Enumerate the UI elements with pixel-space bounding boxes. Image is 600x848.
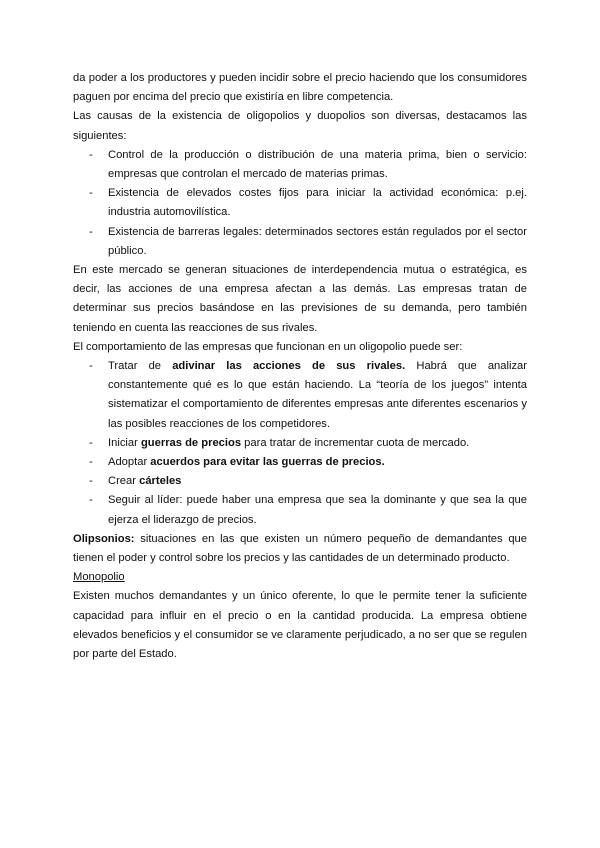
bullet-dash: - [89, 148, 93, 161]
list-item: - Tratar de adivinar las acciones de sus rivales. Habrá que analizar constantemente qué es lo que están haciendo. La “teoría de los juegos” intenta sistematizar el comportamiento de diferentes empresas ante diferentes escenarios y las posibles reacciones de los competidores. [73, 357, 527, 434]
list-item: - Control de la producción o distribución de una materia prima, bien o servicio: empresas que controlan el mercado de materias primas. [73, 146, 527, 184]
list-item: - Existencia de elevados costes fijos para iniciar la actividad económica: p.ej. industria automovilística. [73, 184, 527, 222]
paragraph-behavior-intro: El comportamiento de las empresas que funcionan en un oligopolio puede ser: [73, 340, 463, 353]
causes-list [73, 146, 527, 261]
bullet-dash: - [89, 187, 93, 200]
section-heading-monopolio: Monopolio [73, 571, 125, 584]
paragraph-olipsonios: Olipsonios: situaciones en las que existen un número pequeño de demandantes que tienen el poder y control sobre los precios y las cantidades de un determinado producto. [73, 532, 527, 565]
paragraph-monopolio: Existen muchos demandantes y un único oferente, lo que le permite tener la suficiente capacidad para influir en el precio o en la cantidad producida. La empresa obtiene elevados beneficios y el consumidor se ve claramente perjudicado, a no ser que se regulen por parte del Estado. [73, 590, 527, 661]
paragraph-interdependence: En este mercado se generan situaciones de interdependencia mutua o estratégica, es decir, las acciones de una empresa afectan a las demás. Las empresas tratan de determinar sus precios basándose en las previsiones de su demanda, pero también teniendo en cuenta las reacciones de sus rivales. [73, 264, 527, 334]
bullet-dash: - [89, 494, 93, 507]
bold-text: adivinar las acciones de sus rivales. [172, 360, 406, 373]
bullet-dash: - [89, 436, 93, 449]
paragraph-intro: da poder a los productores y pueden incidir sobre el precio haciendo que los consumidores paguen por encima del precio que existiría en libre competencia. [73, 72, 527, 104]
term-olipsonios: Olipsonios: [73, 532, 135, 545]
bullet-dash: - [89, 475, 93, 488]
bold-text: acuerdos para evitar las guerras de precios. [150, 456, 385, 469]
bullet-dash: - [89, 360, 93, 373]
bullet-dash: - [89, 225, 93, 238]
list-item: - Seguir al líder: puede haber una empresa que sea la dominante y que sea la que ejerza el liderazgo de precios. [73, 491, 527, 529]
paragraph-causes-intro: Las causas de la existencia de oligopolios y duopolios son diversas, destacamos las siguientes: [73, 110, 527, 142]
list-item: - Existencia de barreras legales: determinados sectores están regulados por el sector público. [73, 223, 527, 261]
list-item: - Iniciar guerras de precios para tratar de incrementar cuota de mercado. [73, 434, 527, 453]
bullet-dash: - [89, 456, 93, 469]
list-item: - Crear cárteles [73, 472, 527, 491]
bold-text: cárteles [139, 475, 182, 488]
bold-text: guerras de precios [140, 436, 242, 449]
list-item: - Adoptar acuerdos para evitar las guerras de precios. [73, 453, 527, 472]
behavior-list [73, 357, 527, 530]
